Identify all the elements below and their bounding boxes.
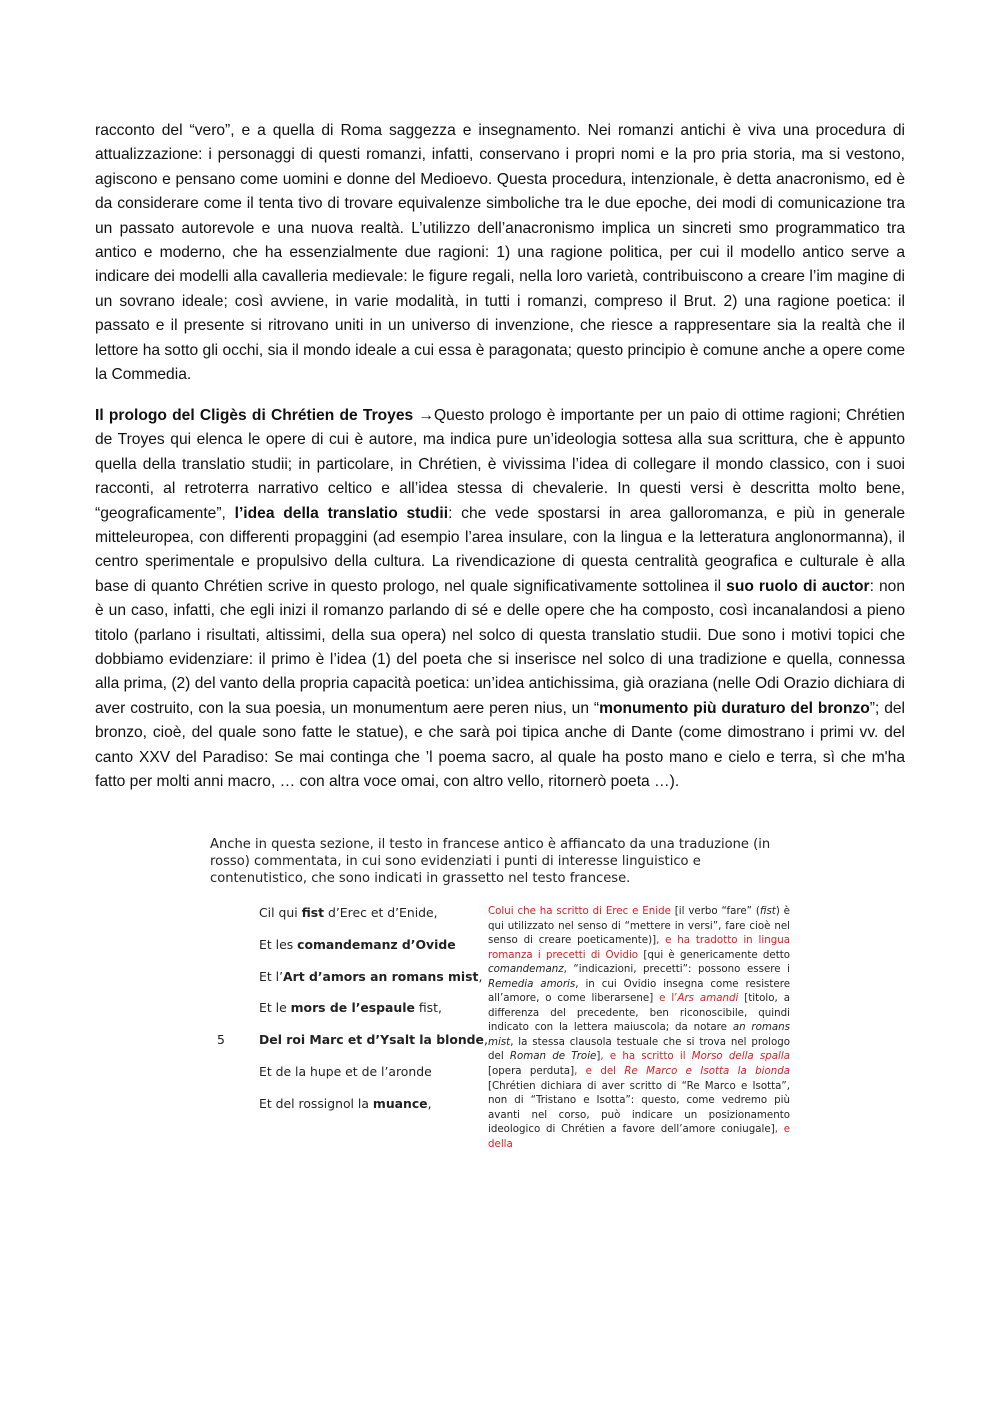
translation-run: Morso della spalla [691,1050,791,1063]
bold-phrase: suo ruolo di auctor [726,577,870,595]
paragraph-text [95,404,905,795]
commentary-run: ] [596,1050,601,1063]
section-heading: Il prologo del Cligès di Chrétien de Troyes [95,407,414,424]
verse-bold: Del roi Marc et d’Ysalt la blonde [259,1032,484,1048]
text-run: ”; del bronzo, cioè, del quale sono fatte le statue), e che sarà poi tipica anche di Dante (come dimostrano i primi vv. del canto XXV del Paradiso: Se mai continga che ’l poema sacro, al quale ha posto mano e cielo e terra, sì che m'ha fatto per molti anni macro, … con altra voce omai, con altro vello, ritornerò poeta …). [95,699,906,791]
verse-text: fist, [414,1000,442,1016]
verse-text: Et le [259,1000,291,1016]
verse-bold: muance [372,1095,428,1111]
verse-line [210,1063,480,1095]
verse-line [210,1031,488,1063]
bold-phrase: l’idea della translatio studii [234,504,449,522]
translation-run: , e del [574,1065,625,1078]
commentary-run: , la stessa clausola testuale che si trova nel prologo del [488,1035,790,1063]
translation-run: Colui che ha scritto di Erec e Enide [488,905,671,917]
text-run: : non è un caso, infatti, che egli inizi il romanzo parlando di sé e delle opere che ha composto, così incanalandosi a pieno titolo (parlano i risultati, altissimi, della sua opera) nel solco di questa translatio studii. Due sono i motivi topici che dobbiamo evidenziare: il primo è l’idea (1) del poeta che si inserisce nel solco di una tradizione e quella, connessa alla prima, (2) del vanto della propria capacità poetica: un’idea antichissima, già oraziana (nelle Odi Orazio dichiara di aver costruito, con la sua poesia, un monumentum aere peren nius, un “ [95,577,905,717]
verse-bold: fist [301,905,325,920]
commentary-run: [Chrétien dichiara di aver scritto di “Re Marco e Isotta”, non di “Tristano e Isotta”: questo, come vedremo più avanti nel corso, può indicare un posizionamento ideologico di Chrétien a favore dell’amore coniugale] [488,1079,790,1136]
commentary-run: [opera perduta] [488,1065,575,1078]
translation-run: Ars amandi [677,992,739,1005]
old-french-verses [210,904,488,1127]
bold-phrase: monumento più duraturo del bronzo [599,699,870,717]
commentary-run: comandemanz [488,963,564,976]
translation-run: , e ha scritto il [600,1050,692,1063]
verse-line [210,968,483,1000]
commentary-run: [titolo, a differenza del precedente, ben riconoscibile, quindi indicato con la lettera maiuscola; da notare [488,992,790,1034]
paragraph-text: racconto del “vero”, e a quella di Roma saggezza e insegnamento. Nei romanzi antichi è viva una procedura di attualizzazione: i personaggi di questi romanzi, infatti, conservano i propri nomi e la pro pria storia, ma si vestono, agiscono e pensano come uomini e donne del Medioevo. Questa procedura, intenzionale, è detta anacronismo, ed è da considerare come il tenta tivo di trovare equivalenze simboliche tra le due epoche, dei modi di comunicazione tra un passato autorevole e una nuova realtà. L’utilizzo dell’anacronismo implica un sincreti smo programmatico tra antico e moderno, che ha essenzialmente due ragioni: 1) una ragione politica, per cui il modello antico serve a indicare dei modelli alla cavalleria medievale: le figure regali, nella loro varietà, contribuiscono a creare l’im magine di un sovrano ideale; così avviene, in varie modalità, in tutti i romanzi, compreso il Brut. 2) una ragione poetica: il passato e il presente si ritrovano uniti in un universo di invenzione, che riesce a rappresentare sia la realtà che il lettore ha sotto gli occhi, sia il mondo ideale a cui essa è paragonata; questo principio è comune anche a opere come la Commedia. [95,122,905,384]
verse-number: 5 [217,1032,225,1048]
text-run: : che vede spostarsi in area galloromanza, e più in generale mitteleuropea, con differenti propaggini (ad esempio l’area insulare, con la lingua e la letteratura anglonormanna), il centro sperimentale e propulsivo della cultura. La rivendicazione di questa centralità geografica e culturale è alla base di quanto Chrétien scrive in questo prologo, nel quale significativamente sottolinea il [95,504,905,595]
paragraph-prologo-cliges [95,404,905,795]
verse-text: , [483,1032,488,1048]
commentary-run: an romans mist [488,1021,791,1048]
commentary-run: ) è qui utilizzato nel senso di “mettere in versi”, fare cioè nel senso di creare poeticamente)] [488,905,790,947]
paragraph-anacronismo [95,119,905,387]
translation-run: Re Marco e Isotta la bionda [624,1065,791,1078]
verse-bold: Art d’amors an romans mist [283,968,479,984]
commentary-run: Remedia amoris [488,977,576,990]
arrow-icon: → [418,407,435,424]
verse-line [210,1095,480,1127]
figure-intro: Anche in questa sezione, il testo in francese antico è affiancato da una traduzione (in rosso) commentata, in cui sono evidenziati i punti di interesse linguistico e contenutistico, che sono indicati in grassetto nel testo francese. [210,837,771,886]
verse-text: , [427,1095,432,1111]
translation-run: , e ha tradotto in lingua romanza i precetti di Ovidio [488,934,790,961]
verse-text: Et de la hupe et de l’aronde [259,1063,432,1079]
verse-text: Et del rossignol la [259,1095,373,1111]
verse-bold: comandemanz d’Ovide [297,936,456,952]
translation-commentary [488,904,790,1151]
commentary-run: , “indicazioni, precetti”: possono essere i [563,963,790,976]
verse-text: , [478,968,483,984]
verse-line [210,904,480,936]
translation-run: e l’ [653,992,678,1005]
text-run: Questo prologo è importante per un paio di ottime ragioni; Chrétien de Troyes qui elenca le opere di cui è autore, ma indica pure un’ideologia sottesa alla sua scrittura, che è appunto quella della translatio studii; in particolare, in Chrétien, è vivissima l’idea di collegare il mondo classico, con i suoi racconti, al retroterra narrativo celtico e all’idea stessa di chevalerie. In questi versi è descritta molto bene, “geograficamente”, [95,407,905,522]
commentary-run: Roman de Troie [509,1050,597,1063]
verse-text: Et l’ [259,968,284,984]
verse-text: Et les [259,936,298,952]
commentary-run: , in cui Ovidio insegna come resistere all’amore, o come liberarsene] [488,977,791,1005]
translation-run: , e della [488,1123,791,1150]
verse-bold: mors de l’espaule [290,1000,415,1016]
verse-text: Cil qui [259,905,302,920]
commentary-run: [il verbo “fare” ( [670,905,760,917]
commentary-run: fist [759,905,776,917]
verse-line [210,936,480,968]
commentary-run: [qui è genericamente detto [638,948,791,961]
verse-text: d’Erec et d’Enide, [324,905,438,920]
verse-line [210,999,480,1031]
